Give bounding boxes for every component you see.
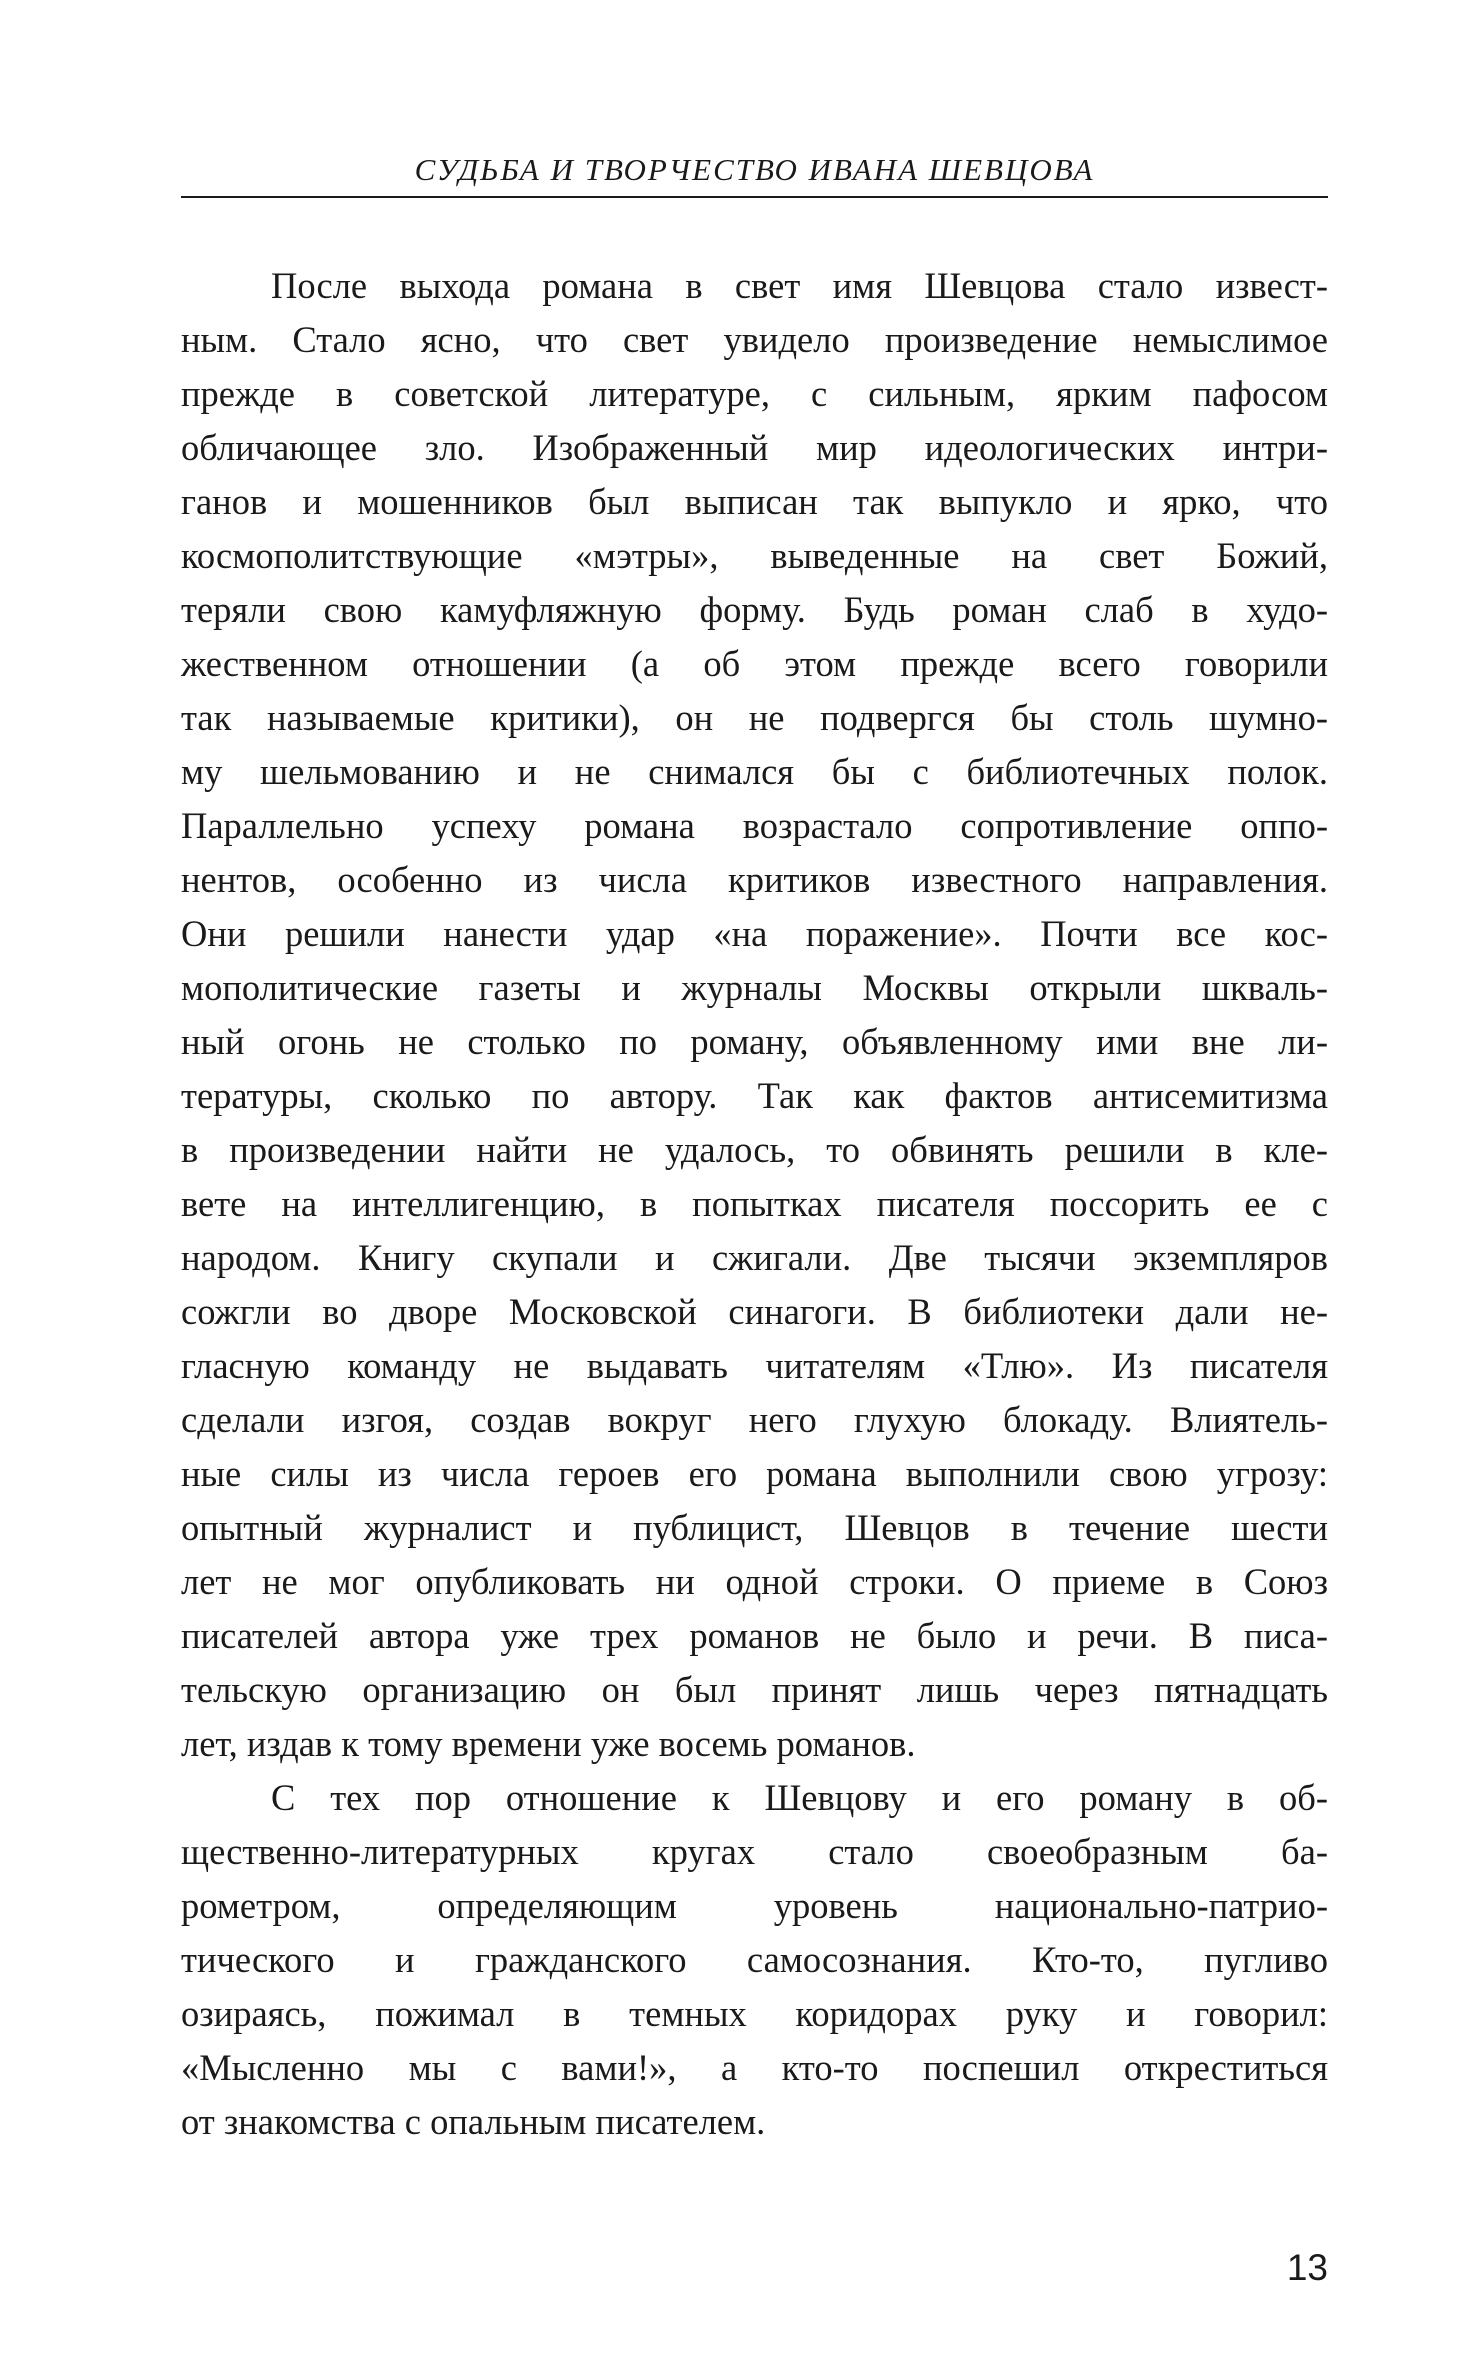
paragraph-1 bbox=[181, 259, 1328, 1771]
text-line: Параллельно успеху романа возрастало сопротивление оппо- bbox=[181, 805, 1328, 846]
text-line: тературы, сколько по автору. Так как фактов антисемитизма bbox=[181, 1075, 1328, 1116]
text-line: теряли свою камуфляжную форму. Будь роман слаб в худо- bbox=[181, 589, 1328, 630]
text-line: Они решили нанести удар «на поражение». Почти все кос- bbox=[181, 913, 1328, 954]
text-line: вете на интеллигенцию, в попытках писателя поссорить ее с bbox=[181, 1183, 1328, 1224]
text-line: озираясь, пожимал в темных коридорах руку и говорил: bbox=[181, 1993, 1328, 2034]
running-header: СУДЬБА И ТВОРЧЕСТВО ИВАНА ШЕВЦОВА bbox=[414, 152, 1095, 187]
text-line: ные силы из числа героев его романа выполнили свою угрозу: bbox=[181, 1453, 1328, 1494]
text-line: в произведении найти не удалось, то обвинять решили в кле- bbox=[181, 1129, 1328, 1170]
text-line: «Мысленно мы с вами!», а кто-то поспешил откреститься bbox=[181, 2047, 1328, 2088]
text-line: писателей автора уже трех романов не было и речи. В писа- bbox=[181, 1615, 1328, 1656]
text-line: прежде в советской литературе, с сильным, ярким пафосом bbox=[181, 373, 1328, 414]
text-line: опытный журналист и публицист, Шевцов в течение шести bbox=[181, 1507, 1328, 1548]
text-line: народом. Книгу скупали и сжигали. Две тысячи экземпляров bbox=[181, 1237, 1328, 1278]
header-rule bbox=[181, 196, 1328, 198]
text-line: нентов, особенно из числа критиков известного направления. bbox=[181, 859, 1328, 900]
text-line: от знакомства с опальным писателем. bbox=[181, 2101, 766, 2142]
text-line: космополитствующие «мэтры», выведенные на свет Божий, bbox=[181, 535, 1328, 576]
text-line: лет не мог опубликовать ни одной строки. О приеме в Союз bbox=[181, 1561, 1328, 1602]
text-line: сожгли во дворе Московской синагоги. В библиотеки дали не- bbox=[181, 1291, 1328, 1332]
text-line: так называемые критики), он не подвергся бы столь шумно- bbox=[181, 697, 1328, 738]
text-line: ный огонь не столько по роману, объявленному ими вне ли- bbox=[181, 1021, 1328, 1062]
text-line: После выхода романа в свет имя Шевцова стало извест- bbox=[271, 265, 1328, 306]
text-line: лет, издав к тому времени уже восемь романов. bbox=[181, 1723, 916, 1764]
text-line: С тех пор отношение к Шевцову и его роману в об- bbox=[271, 1777, 1328, 1818]
text-line: жественном отношении (а об этом прежде всего говорили bbox=[181, 643, 1328, 684]
paragraph-2 bbox=[181, 1771, 1328, 2149]
text-line: тического и гражданского самосознания. Кто-то, пугливо bbox=[181, 1939, 1328, 1980]
body-text bbox=[181, 259, 1328, 2149]
text-line: ным. Стало ясно, что свет увидело произведение немыслимое bbox=[181, 319, 1328, 360]
text-line: му шельмованию и не снимался бы с библиотечных полок. bbox=[181, 751, 1328, 792]
text-line: мополитические газеты и журналы Москвы открыли шкваль- bbox=[181, 967, 1328, 1008]
text-line: рометром, определяющим уровень национально-патрио- bbox=[181, 1885, 1328, 1926]
text-line: обличающее зло. Изображенный мир идеологических интри- bbox=[181, 427, 1328, 468]
text-line: ганов и мошенников был выписан так выпукло и ярко, что bbox=[181, 481, 1328, 522]
text-line: тельскую организацию он был принят лишь через пятнадцать bbox=[181, 1669, 1328, 1710]
text-line: сделали изгоя, создав вокруг него глухую блокаду. Влиятель- bbox=[181, 1399, 1328, 1440]
page-number: 13 bbox=[1286, 2247, 1328, 2288]
text-line: щественно-литературных кругах стало своеобразным ба- bbox=[181, 1831, 1328, 1872]
text-line: гласную команду не выдавать читателям «Тлю». Из писателя bbox=[181, 1345, 1328, 1386]
